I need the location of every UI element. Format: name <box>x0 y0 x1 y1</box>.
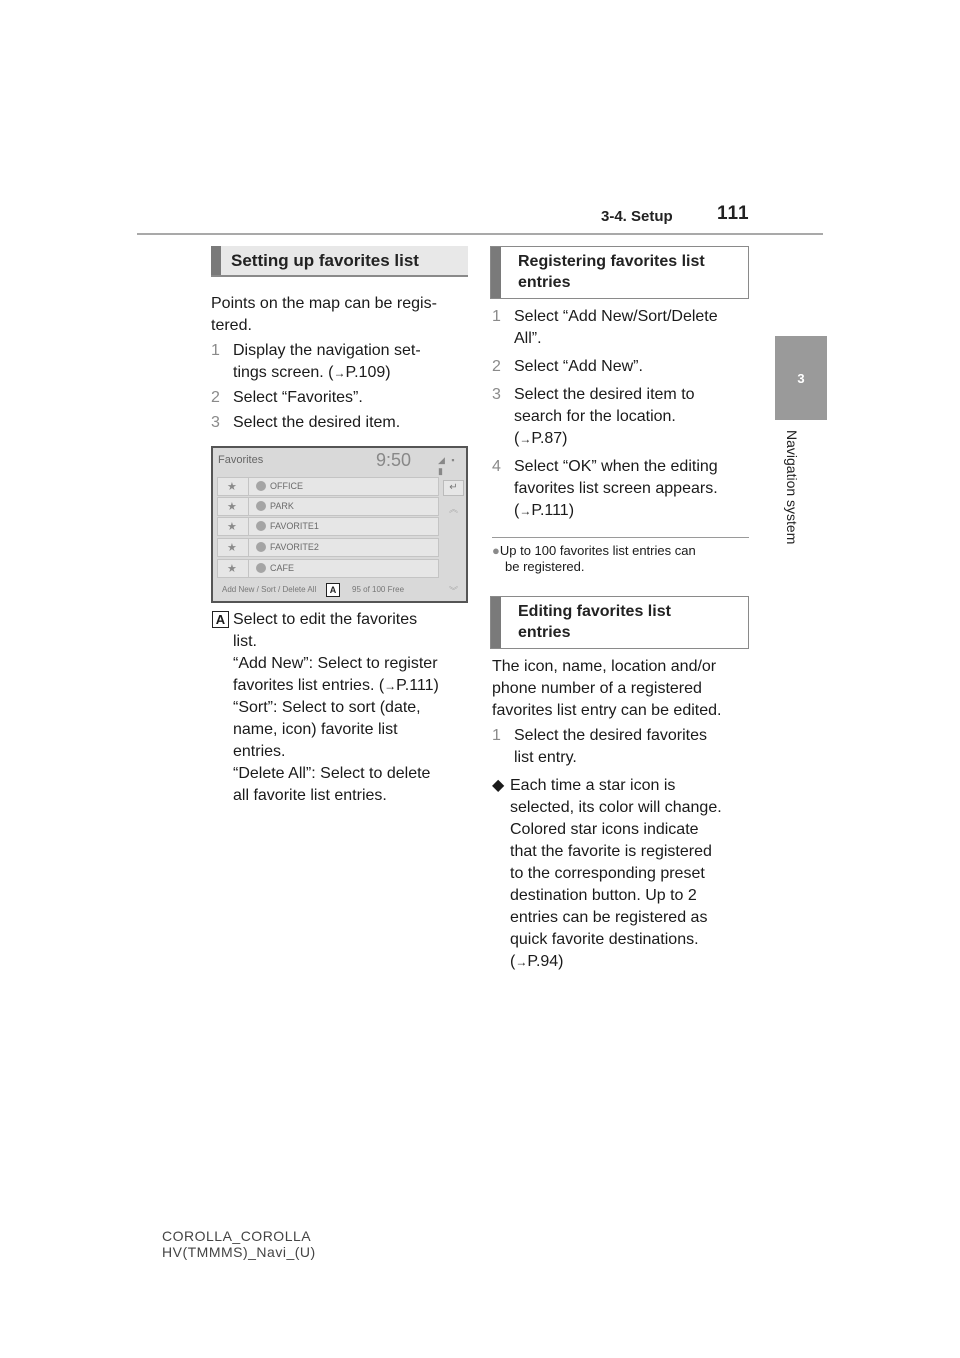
left-step-1-line-2 <box>233 362 391 384</box>
callout-tag-a: A <box>326 583 340 597</box>
step-number: 1 <box>492 727 501 744</box>
right-step-3-line-2: search for the location. <box>514 408 676 425</box>
heading-line: Editing favorites list <box>518 603 671 620</box>
step-text: Select “Add New”. <box>514 358 643 375</box>
intro-line-1: Points on the map can be regis- <box>211 295 437 312</box>
heading-line: entries <box>518 624 571 641</box>
right-step-4-line-2: favorites list screen appears. <box>514 480 718 497</box>
step-number: 4 <box>492 458 501 475</box>
right-step-3 <box>492 384 695 406</box>
bullet-line: selected, its color will change. <box>510 799 722 816</box>
step-number: 3 <box>492 386 501 403</box>
heading-text <box>518 601 671 643</box>
page-number: 111 <box>717 203 750 224</box>
favorite-row <box>217 477 439 496</box>
scroll-down-icon: ︾ <box>449 586 459 596</box>
step-text: Select “OK” when the editing <box>514 458 718 475</box>
step-text: tings screen. ( <box>233 364 334 381</box>
left-step-1 <box>211 340 421 362</box>
pin-icon <box>256 563 266 573</box>
right-step-2 <box>492 356 643 378</box>
bullet-line-ref <box>510 951 564 973</box>
arrow-icon: → <box>519 504 532 518</box>
page-ref: P.94) <box>527 953 564 970</box>
paren: ( <box>510 953 516 970</box>
screen-clock: 9:50 <box>376 450 412 470</box>
note-text: Up to 100 favorites list entries can <box>499 543 696 558</box>
edit-para-line: The icon, name, location and/or <box>492 658 717 675</box>
step-text: Select the desired item to <box>514 386 695 403</box>
page-ref: P.109) <box>345 364 391 381</box>
step-text: Select “Favorites”. <box>233 389 363 406</box>
header-divider <box>137 233 823 235</box>
pin-icon <box>256 481 266 491</box>
favorites-screen-image <box>211 446 468 603</box>
row-separator <box>248 498 249 515</box>
footer-doc-id <box>162 1228 316 1260</box>
star-icon: ★ <box>227 481 237 493</box>
bullet-line: that the favorite is registered <box>510 843 712 860</box>
left-step-3 <box>211 412 400 434</box>
row-separator <box>248 518 249 535</box>
right-step-1 <box>492 306 718 328</box>
screen-bottom-bar <box>217 581 439 599</box>
screen-title: Favorites <box>218 454 264 466</box>
chapter-tab: 3 <box>775 336 827 420</box>
favorite-name: FAVORITE2 <box>270 542 319 552</box>
add-sort-delete-label: Add New / Sort / Delete All <box>222 585 317 594</box>
heading-line: Registering favorites list <box>518 253 705 270</box>
section-heading-setting-up <box>211 246 468 277</box>
legend-line: all favorite list entries. <box>233 787 387 804</box>
row-separator <box>248 539 249 556</box>
bullet-line: destination button. Up to 2 <box>510 887 697 904</box>
step-text: Select “Add New/Sort/Delete <box>514 308 718 325</box>
heading-bar <box>491 247 501 298</box>
favorite-name: FAVORITE1 <box>270 521 319 531</box>
heading-text <box>518 251 705 293</box>
favorites-count: 95 of 100 Free <box>352 585 405 594</box>
right-step-3-line-3 <box>514 428 568 450</box>
intro-line-2: tered. <box>211 317 252 334</box>
section-heading-editing <box>490 596 749 649</box>
step-text: Select the desired favorites <box>514 727 707 744</box>
step-text: Select the desired item. <box>233 414 401 431</box>
legend-line: list. <box>233 633 257 650</box>
bullet-line: Colored star icons indicate <box>510 821 699 838</box>
favorite-row <box>217 517 439 536</box>
legend-line: “Sort”: Select to sort (date, <box>233 699 421 716</box>
step-number: 1 <box>211 342 220 359</box>
bullet-circle-icon: ● <box>492 543 500 558</box>
pin-icon <box>256 542 266 552</box>
legend-line: entries. <box>233 743 286 760</box>
heading-bar <box>211 246 221 275</box>
edit-step-1 <box>492 725 707 747</box>
section-heading-registering <box>490 246 749 299</box>
section-title: 3-4. Setup <box>601 208 673 225</box>
favorite-name: CAFE <box>270 563 295 573</box>
note-line-1 <box>492 543 696 559</box>
edit-para-line: phone number of a registered <box>492 680 702 697</box>
star-icon: ★ <box>227 521 237 533</box>
note-divider <box>492 537 749 538</box>
step-number: 1 <box>492 308 501 325</box>
bullet-line: entries can be registered as <box>510 909 708 926</box>
footer-line: COROLLA_COROLLA <box>162 1228 312 1244</box>
star-icon: ★ <box>227 563 237 575</box>
legend-line: “Delete All”: Select to delete <box>233 765 431 782</box>
bullet-line: Each time a star icon is <box>510 777 676 794</box>
legend-line: name, icon) favorite list <box>233 721 398 738</box>
chapter-side-title: Navigation system <box>784 430 800 545</box>
arrow-icon: → <box>519 432 532 446</box>
favorite-name: PARK <box>270 501 294 511</box>
arrow-icon: → <box>333 366 346 380</box>
step-number: 2 <box>211 389 220 406</box>
bullet-line: to the corresponding preset <box>510 865 705 882</box>
pin-icon <box>256 521 266 531</box>
edit-para-line: favorites list entry can be edited. <box>492 702 722 719</box>
page-ref: P.87) <box>531 430 568 447</box>
heading-line: entries <box>518 274 571 291</box>
right-step-4 <box>492 456 718 478</box>
arrow-icon: → <box>384 679 397 693</box>
back-icon: ↵ <box>443 480 464 496</box>
paren: ( <box>514 430 520 447</box>
edit-step-1-line-2: list entry. <box>514 749 577 766</box>
signal-icon: ◢ ▪ ▮ <box>438 455 457 476</box>
legend-tag-a: A <box>212 611 229 628</box>
right-step-1-line-2: All”. <box>514 330 542 347</box>
pin-icon <box>256 501 266 511</box>
legend-line: Select to edit the favorites <box>233 611 418 628</box>
bullet-line: quick favorite destinations. <box>510 931 699 948</box>
page-ref: P.111) <box>396 677 439 694</box>
arrow-icon: → <box>515 955 528 969</box>
legend-line-ref <box>233 675 439 697</box>
scroll-up-icon: ︽ <box>449 504 459 514</box>
page-ref: P.111) <box>531 502 575 519</box>
legend-text: favorites list entries. ( <box>233 677 385 694</box>
favorite-row <box>217 538 439 557</box>
bullet-diamond-icon: ◆ <box>492 777 505 794</box>
paren: ( <box>514 502 520 519</box>
footer-line: HV(TMMMS)_Navi_(U) <box>162 1244 316 1260</box>
right-step-4-line-3 <box>514 500 574 522</box>
favorite-row <box>217 497 439 516</box>
left-step-2 <box>211 387 363 409</box>
row-separator <box>248 478 249 495</box>
favorite-name: OFFICE <box>270 481 303 491</box>
note-line-2: be registered. <box>505 559 585 574</box>
star-icon: ★ <box>227 542 237 554</box>
row-separator <box>248 560 249 577</box>
favorite-row <box>217 559 439 578</box>
step-number: 2 <box>492 358 501 375</box>
heading-bar <box>491 597 501 648</box>
step-number: 3 <box>211 414 220 431</box>
heading-text: Setting up favorites list <box>231 251 419 270</box>
star-icon: ★ <box>227 501 237 513</box>
legend-line: “Add New”: Select to register <box>233 655 438 672</box>
step-text: Display the navigation set- <box>233 342 421 359</box>
